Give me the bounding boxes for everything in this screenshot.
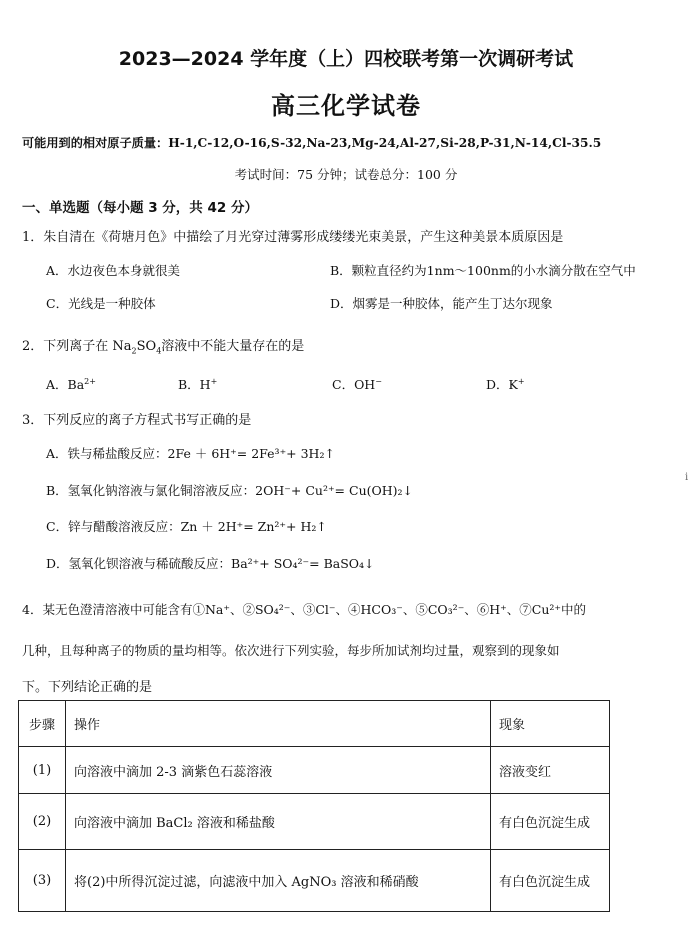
row-1-operation: 向溶液中滴加 2-3 滴紫色石蕊溶液 [66,747,491,794]
question-2-option-d-charge: + [517,376,525,386]
question-1-option-d: D．烟雾是一种胶体，能产生丁达尔现象 [330,296,553,311]
atomic-masses-line: 可能用到的相对原子质量：H-1,C-12,O-16,S-32,Na-23,Mg-24,Al-27,Si-28,P-31,N-14,Cl-35.5 [22,136,602,150]
question-2-stem-sub2: 4 [156,346,162,356]
exam-info-line: 考试时间：75 分钟；试卷总分：100 分 [234,167,458,182]
question-1-option-a: A．水边夜色本身就很美 [46,263,181,278]
table-row [19,794,610,850]
question-2-option-a-charge: 2+ [84,376,96,386]
question-4-line-2: 几种，且每种离子的物质的量均相等。依次进行下列实验，每步所加试剂均过量，观察到的现象如 [22,643,560,658]
table-row [19,747,610,794]
question-2-option-b-charge: + [210,376,218,386]
question-3-option-d: D．氢氧化钡溶液与稀硫酸反应：Ba²⁺+ SO₄²⁻= BaSO₄↓ [46,556,375,571]
question-2-option-b-text: B．H [178,377,211,392]
question-3-option-a: A．铁与稀盐酸反应：2Fe ＋ 6H⁺= 2Fe³⁺+ 3H₂↑ [46,446,335,461]
header-operation: 操作 [66,701,491,747]
section-heading: 一、单选题（每小题 3 分，共 42 分） [22,200,258,216]
margin-mark: ⅰ [685,472,689,483]
question-2-stem [22,335,304,356]
paper-subtitle: 高三化学试卷 [271,92,421,120]
question-2-option-c-charge: − [375,376,382,386]
question-2-stem-sub1: 2 [131,346,137,356]
experiment-table [18,700,610,912]
question-1-stem: 1．朱自清在《荷塘月色》中描绘了月光穿过薄雾形成缕缕光束美景，产生这种美景本质原因是 [22,230,564,245]
question-2-option-b [178,375,217,393]
exam-title: 2023—2024 学年度（上）四校联考第一次调研考试 [118,48,574,70]
header-step: 步骤 [19,701,66,747]
question-4-line-1: 4．某无色澄清溶液中可能含有①Na⁺、②SO₄²⁻、③Cl⁻、④HCO₃⁻、⑤CO₃²⁻、⑥H⁺、⑦Cu²⁺中的 [22,602,587,617]
question-2-stem-post: 溶液中不能大量存在的是 [161,339,305,354]
question-2-option-d-text: D．K [486,377,518,392]
question-1-option-b: B．颗粒直径约为1nm～100nm的小水滴分散在空气中 [330,263,636,278]
row-3-step: (3) [19,850,66,912]
table-header-row [19,701,610,747]
question-2-stem-mid: SO [136,339,157,354]
question-4-line-3: 下。下列结论正确的是 [22,680,153,695]
row-1-phenomenon: 溶液变红 [491,747,610,794]
row-2-phenomenon: 有白色沉淀生成 [491,794,610,850]
table-row [19,850,610,912]
row-2-operation: 向溶液中滴加 BaCl₂ 溶液和稀盐酸 [66,794,491,850]
question-2-stem-pre: 2．下列离子在 Na [22,339,132,354]
row-3-phenomenon: 有白色沉淀生成 [491,850,610,912]
header-phenomenon: 现象 [491,701,610,747]
question-2-option-a [46,375,96,393]
question-2-option-a-text: A．Ba [46,377,85,392]
question-3-option-c: C．锌与醋酸溶液反应：Zn ＋ 2H⁺= Zn²⁺+ H₂↑ [46,519,327,534]
question-3-option-b: B．氢氧化钠溶液与氯化铜溶液反应：2OH⁻+ Cu²⁺= Cu(OH)₂↓ [46,483,414,498]
question-2-option-c [332,375,382,393]
row-1-step: (1) [19,747,66,794]
row-2-step: (2) [19,794,66,850]
question-1-option-c: C．光线是一种胶体 [46,296,156,311]
question-3-stem: 3．下列反应的离子方程式书写正确的是 [22,413,252,428]
row-3-operation: 将(2)中所得沉淀过滤，向滤液中加入 AgNO₃ 溶液和稀硝酸 [66,850,491,912]
question-2-option-c-text: C．OH [332,377,376,392]
question-2-option-d [486,375,525,393]
